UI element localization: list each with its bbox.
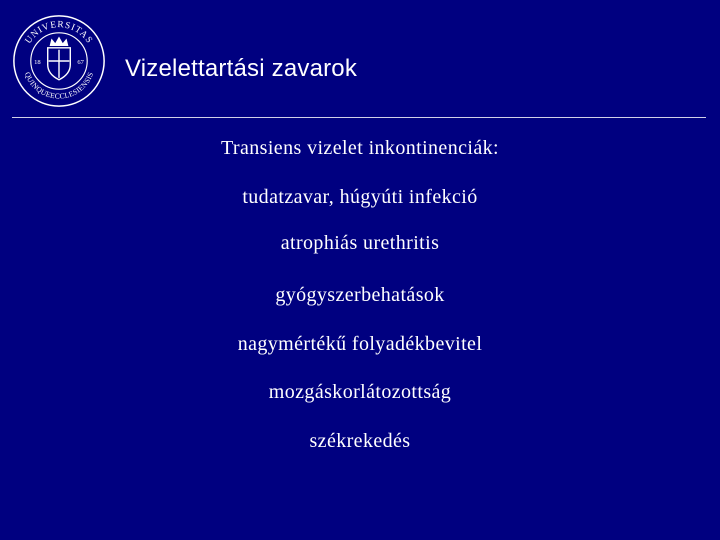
content-heading: Transiens vizelet inkontinenciák: — [221, 137, 499, 159]
seal-text-bottom: QUINQUEECCLESIENSIS — [22, 70, 96, 101]
slide-title: Vizelettartási zavarok — [125, 55, 358, 82]
seal-year-right: 67 — [77, 58, 84, 66]
seal-text-top: UNIVERSITAS — [23, 20, 95, 46]
seal-year-left: 18 — [34, 58, 41, 66]
title-divider — [12, 117, 706, 118]
list-item: atrophiás urethritis — [280, 232, 440, 254]
seal-crown-icon — [50, 37, 69, 46]
list-item: székrekedés — [309, 430, 411, 452]
list-item: gyógyszerbehatások — [275, 284, 445, 306]
university-seal-logo — [12, 14, 106, 108]
list-item: mozgáskorlátozottság — [268, 381, 452, 403]
list-item: nagymértékű folyadékbevitel — [237, 333, 483, 355]
list-item: tudatzavar, húgyúti infekció — [242, 186, 478, 208]
